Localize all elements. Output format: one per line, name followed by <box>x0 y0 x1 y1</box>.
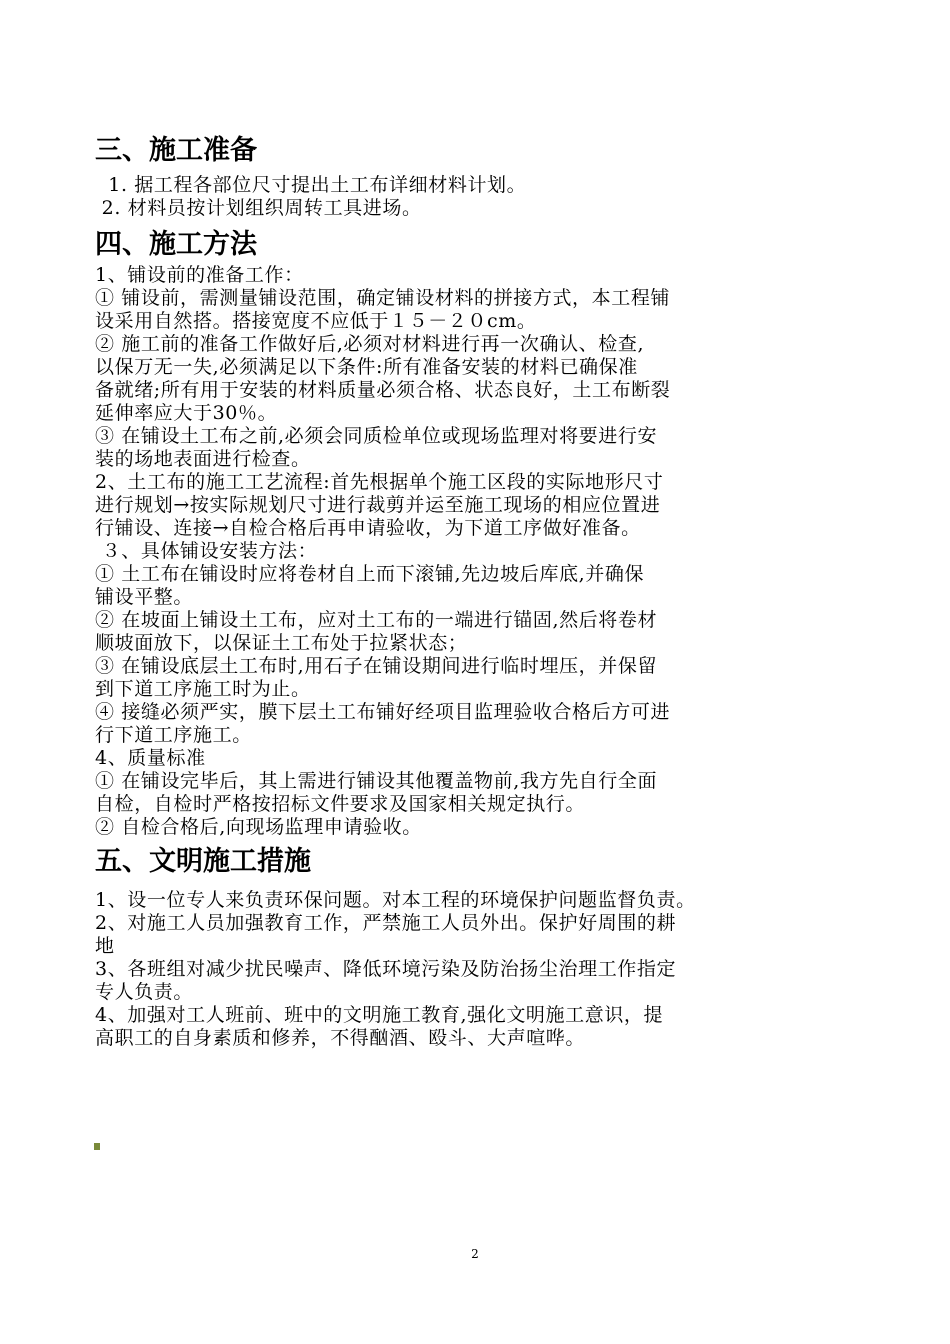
text-line: 行铺设、连接→自检合格后再申请验收，为下道工序做好准备。 <box>95 517 641 539</box>
text-line: ③ 在铺设土工布之前,必须会同质检单位或现场监理对将要进行安 <box>95 425 658 447</box>
text-line: 顺坡面放下，以保证土工布处于拉紧状态； <box>95 632 468 654</box>
text-line: 设采用自然搭。搭接宽度不应低于１５－２０cm。 <box>95 310 537 332</box>
text-line: 行下道工序施工。 <box>95 724 252 746</box>
text-line: 备就绪;所有用于安装的材料质量必须合格、状态良好，土工布断裂 <box>95 379 671 401</box>
text-line: ３、具体铺设安装方法： <box>95 540 318 562</box>
text-line: 4、加强对工人班前、班中的文明施工教育,强化文明施工意识，提 <box>95 1004 664 1026</box>
text-line: ① 在铺设完毕后，其上需进行铺设其他覆盖物前,我方先自行全面 <box>95 770 658 792</box>
section-heading-preparation: 三、施工准备 <box>95 135 257 166</box>
text-line: 到下道工序施工时为止。 <box>95 678 311 700</box>
text-line: 装的场地表面进行检查。 <box>95 448 311 470</box>
text-line: 延伸率应大于30％。 <box>95 402 278 424</box>
page-content <box>95 132 855 1050</box>
text-line: ① 铺设前，需测量铺设范围，确定铺设材料的拼接方式，本工程铺 <box>95 287 671 309</box>
text-line: 进行规划→按实际规划尺寸进行裁剪并运至施工现场的相应位置进 <box>95 494 661 516</box>
section-heading-civilized-construction: 五、文明施工措施 <box>95 846 311 877</box>
text-line: 高职工的自身素质和修养，不得酗酒、殴斗、大声喧哗。 <box>95 1027 586 1049</box>
section-heading-method: 四、施工方法 <box>95 229 257 260</box>
text-line: 专人负责。 <box>95 981 194 1003</box>
text-line: 地 <box>95 935 115 957</box>
text-line: 自检，自检时严格按招标文件要求及国家相关规定执行。 <box>95 793 586 815</box>
text-line: ④ 接缝必须严实，膜下层土工布铺好经项目监理验收合格后方可进 <box>95 701 671 723</box>
text-line: 以保万无一失,必须满足以下条件:所有准备安装的材料已确保准 <box>95 356 638 378</box>
text-line: 4、质量标准 <box>95 747 206 769</box>
small-marker-icon <box>94 1143 100 1150</box>
text-line: 3、各班组对减少扰民噪声、降低环境污染及防治扬尘治理工作指定 <box>95 958 677 980</box>
text-line: 1、设一位专人来负责环保问题。对本工程的环境保护问题监督负责。 <box>95 889 696 911</box>
text-line: ② 施工前的准备工作做好后,必须对材料进行再一次确认、检查, <box>95 333 645 355</box>
text-line: 1. 据工程各部位尺寸提出土工布详细材料计划。 <box>95 174 527 196</box>
text-line: ② 自检合格后,向现场监理申请验收。 <box>95 816 422 838</box>
text-line: ① 土工布在铺设时应将卷材自上而下滚铺,先边坡后库底,并确保 <box>95 563 645 585</box>
text-line: 铺设平整。 <box>95 586 194 608</box>
text-line: ② 在坡面上铺设土工布，应对土工布的一端进行锚固,然后将卷材 <box>95 609 658 631</box>
text-line: 1、铺设前的准备工作： <box>95 264 304 286</box>
text-line: ③ 在铺设底层土工布时,用石子在铺设期间进行临时埋压，并保留 <box>95 655 658 677</box>
text-line: 2. 材料员按计划组织周转工具进场。 <box>95 197 422 219</box>
page-number: 2 <box>471 1247 479 1261</box>
text-line: 2、土工布的施工工艺流程:首先根据单个施工区段的实际地形尺寸 <box>95 471 664 493</box>
text-line: 2、对施工人员加强教育工作，严禁施工人员外出。保护好周围的耕 <box>95 912 677 934</box>
